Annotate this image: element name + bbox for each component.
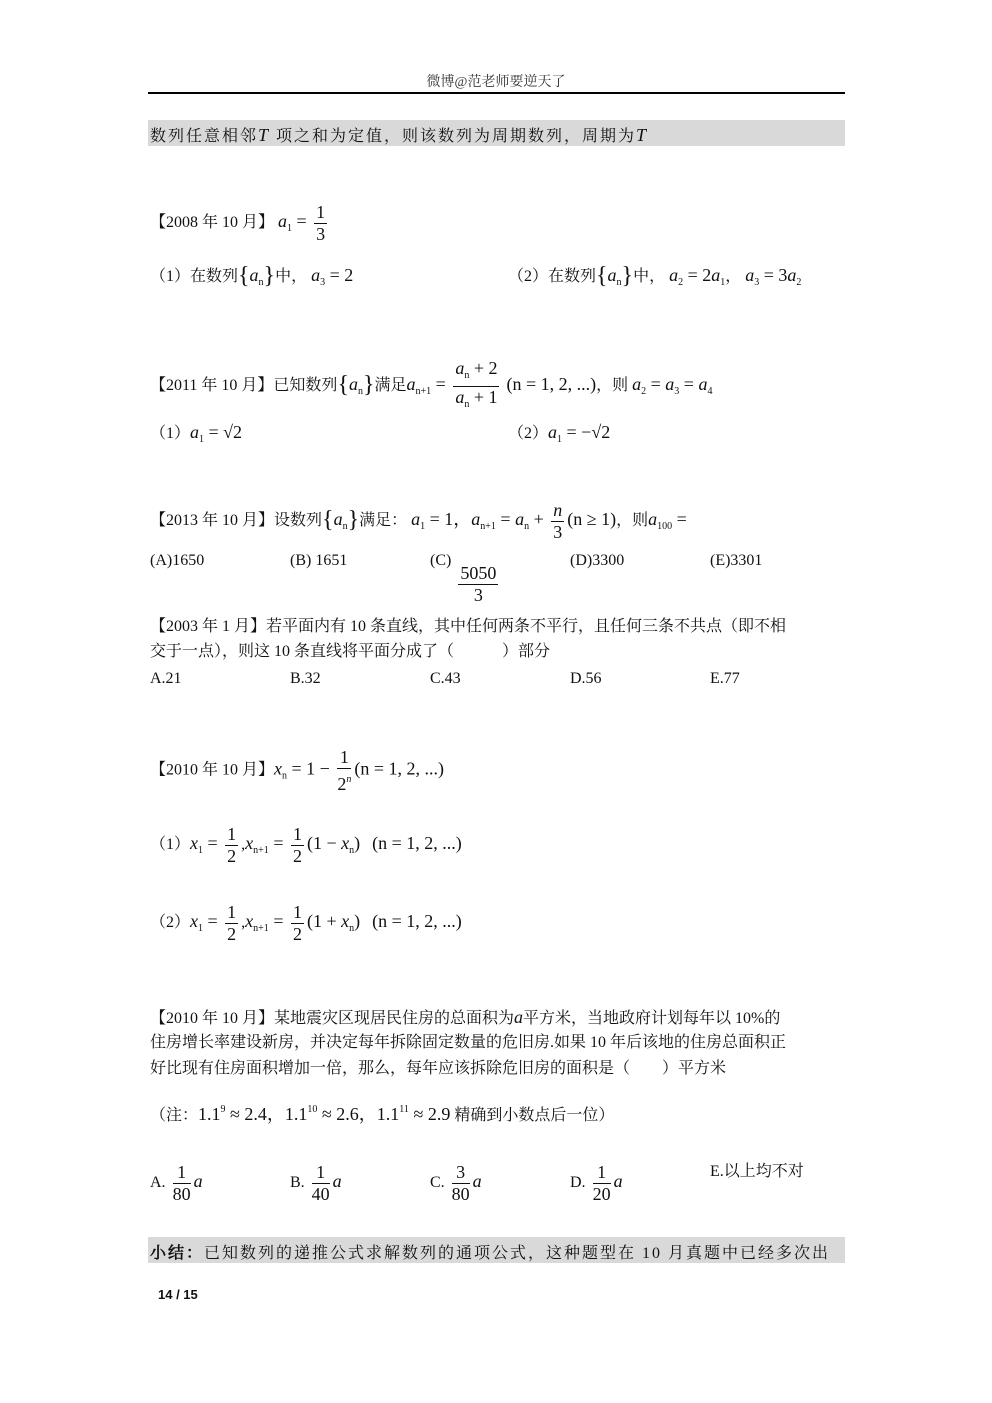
- option-b: (B) 1651: [290, 552, 348, 569]
- question-2003: 【2003 年 1 月】若平面内有 10 条直线，其中任何两条不平行，且任何三条不共点（即不相: [150, 618, 787, 635]
- option-a: A. $\frac{1}{80}$ a: [150, 1162, 203, 1204]
- option-d: D. $\frac{1}{20}$ a: [570, 1162, 623, 1204]
- question-2010-housing: 【2010 年 10 月】某地震灾区现居民住房的总面积为a平方米，当地政府计划每年以 10%的: [150, 1007, 781, 1027]
- page-header: 微博@范老师要逆天了: [426, 75, 566, 90]
- option-b: B. $\frac{1}{40}$ a: [290, 1162, 342, 1204]
- tip-text: 数列任意相邻: [150, 128, 259, 145]
- option-e: E.以上均不对: [710, 1163, 804, 1180]
- condition-1: $(1)a_1 = √2$: [150, 422, 243, 445]
- summary-label: 小结：: [150, 1245, 205, 1262]
- question-tag: 【2008 年 10 月】: [150, 214, 275, 232]
- summary-text: 已知数列的递推公式求解数列的通项公式，这种题型在 10 月真题中已经多次出: [204, 1245, 831, 1262]
- question-2003-line2: 交于一点），则这 10 条直线将平面分成了（ ）部分: [150, 643, 551, 660]
- option-e: E.77: [710, 670, 740, 687]
- page-number: 14 / 15: [158, 1287, 198, 1302]
- header-rule: [148, 92, 845, 94]
- option-d: (D)3300: [570, 552, 625, 569]
- question-2008: [150, 202, 330, 245]
- question-line3: 好比现有住房面积增加一倍，那么，每年应该拆除危旧房的面积是（ ）平方米: [150, 1060, 727, 1077]
- question-2010-sequence: 【2010 年 10 月】$x_n = 1$ − $\frac{1}{2^n}$ (n = 1, 2, ...): [150, 747, 444, 794]
- condition-2: $(2)x_1$ = $\frac{1}{2}$ $,x_{n+1}$ = $\frac{1}{2}$ $(1 + x_n)$ (n = 1, 2, ...): [150, 902, 462, 944]
- tip-band: [148, 120, 845, 146]
- note: （注：$1.1^9 \approx 2.4$，$1.1^{10} \approx 2.6$，$1.1^{11} \approx 2.9$ 精确到小数点后一位）: [150, 1104, 615, 1124]
- var: a: [278, 211, 288, 232]
- var-T: T: [258, 125, 271, 145]
- question-2013: 【2013 年 10 月】设数列$\{a_n\}$满足： $a_1 = 1$，$a_{n+1} = a_n$ + $\frac{n}{3}$ (n ≥ 1)，则$a_{100}$ =: [150, 500, 687, 542]
- question-line2: 住房增长率建设新房，并决定每年拆除固定数量的危旧房.如果 10 年后该地的住房总面积正: [150, 1034, 787, 1051]
- condition-2: $(2)a_1 = -√2$: [508, 422, 611, 445]
- sub: 1: [287, 223, 293, 235]
- option-b: B.32: [290, 670, 321, 687]
- option-a: A.21: [150, 670, 182, 687]
- option-e: (E)3301: [710, 552, 763, 569]
- option-c: C.43: [430, 670, 461, 687]
- tip-text-2: 项之和为定值，则该数列为周期数列，周期为: [276, 128, 637, 145]
- question-2011: 【2011 年 10 月】已知数列$\{a_n\}$满足$a_{n+1}$ = $\frac{a_n + 2}{a_n + 1}$ (n = 1, 2, ...)，则 $a_2 = a_3 = a_4$: [150, 358, 712, 415]
- var-T: T: [636, 125, 649, 145]
- condition-2: （2）在数列$\{a_n\}$中， $a_2 = 2a_1$， $a_3 = 3a_2$: [508, 263, 802, 289]
- option-c: C. $\frac{3}{80}$ a: [430, 1162, 482, 1204]
- fraction: $\frac{a_n + 2}{a_n + 1}$: [455, 358, 498, 410]
- condition-1: $(1)x_1$ = $\frac{1}{2}$ $,x_{n+1}$ = $\frac{1}{2}$ $(1 - x_n)$ (n = 1, 2, ...): [150, 824, 462, 866]
- condition-1: （1）在数列$\{a_n\}$中， $a_3 = 2$: [150, 263, 354, 289]
- eq: =: [292, 211, 312, 232]
- option-d: D.56: [570, 670, 602, 687]
- option-a: (A)1650: [150, 552, 205, 569]
- summary-band: [148, 1237, 845, 1263]
- option-c: (C) $\frac{5050}{3}$: [430, 552, 497, 605]
- fraction: $\frac{1}{3}$: [316, 202, 326, 244]
